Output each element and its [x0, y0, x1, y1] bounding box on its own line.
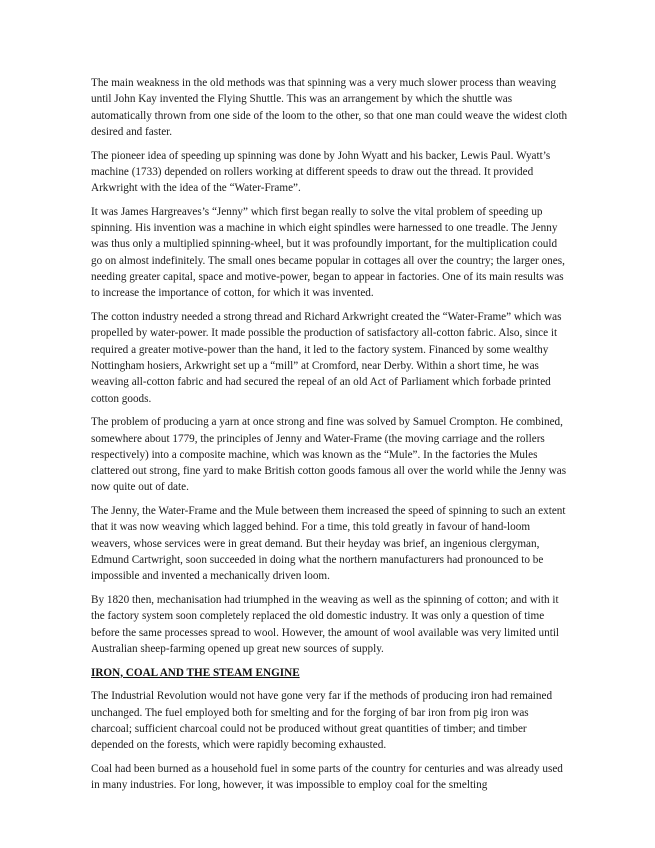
paragraph-mechanisation-1820: By 1820 then, mechanisation had triumphed in the weaving as well as the spinning of cotton; and with it the factory system soon completely replaced the old domestic industry. It was only a question of time before the same processes spread to wool. However, the amount of wool available was very limited until Australian sheep-farming opened up great new sources of supply. — [91, 593, 560, 655]
paragraph-flying-shuttle: The main weakness in the old methods was that spinning was a very much slower process than weaving until John Kay invented the Flying Shuttle. This was an arrangement by which the shuttle was automatically thrown from one side of the loom to the other, so that one man could weave the widest cloth desired and faster. — [91, 77, 568, 138]
paragraph-crompton-mule: The problem of producing a yarn at once strong and fine was solved by Samuel Crompton. He combined, somewhere about 1779, the principles of Jenny and Water-Frame (the moving carriage and the rollers respectively) into a composite machine, which was known as the “Mule”. In the factories the Mules clattered out strong, fine yard to make British cotton goods famous all over the world while the Jenny was now quite out of date. — [91, 416, 567, 494]
paragraph-cartwright-loom: The Jenny, the Water-Frame and the Mule between them increased the speed of spinning to such an extent that it was now weaving which lagged behind. For a time, this told greatly in favour of hand-loom weavers, whose services were in great demand. But their heyday was brief, an ingenious clergyman, Edmund Cartwright, soon succeeded in doing what the northern manufacturers had pronounced to be impossible and invented a mechanically driven loom. — [91, 505, 566, 583]
paragraph-arkwright-water-frame: The cotton industry needed a strong thread and Richard Arkwright created the “Water-Frame” which was propelled by water-power. It made possible the production of satisfactory all-cotton fabric. Also, since it required a greater motive-power than the hand, it led to the factory system. Financed by some wealthy Nottingham hosiers, Arkwright set up a “mill” at Cromford, near Derby. Within a short time, he was weaving all-cotton fabric and had secured the repeal of an old Act of Parliament which forbade printed cotton goods. — [91, 311, 562, 405]
document-page — [91, 75, 568, 801]
paragraph-iron-production: The Industrial Revolution would not have gone very far if the methods of producing iron had remained unchanged. The fuel employed both for smelting and for the forging of bar iron from pig iron was charcoal; sufficient charcoal could not be produced without great quantities of timber; and timber depended on the forests, which were rapidly becoming exhausted. — [91, 690, 553, 752]
paragraph-coal-fuel: Coal had been burned as a household fuel in some parts of the country for centuries and was already used in many industries. For long, however, it was impossible to employ coal for the smelting — [91, 763, 563, 792]
paragraph-hargreaves-jenny: It was James Hargreaves’s “Jenny” which first began really to solve the vital problem of speeding up spinning. His invention was a machine in which eight spindles were harnessed to one treadle. The Jenny was thus only a multiplied spinning-wheel, but it was profoundly important, for the multiplication could go on almost indefinitely. The small ones became popular in cottages all over the country; the larger ones, needing greater capital, space and motive-power, began to appear in factories. One of its main results was to increase the importance of cotton, for which it was invented. — [91, 205, 565, 300]
paragraph-wyatt-machine: The pioneer idea of speeding up spinning was done by John Wyatt and his backer, Lewis Paul. Wyatt’s machine (1733) depended on rollers working at different speeds to draw out the thread. It provided Arkwright with the idea of the “Water-Frame”. — [91, 149, 551, 195]
section-heading: IRON, COAL AND THE STEAM ENGINE — [91, 666, 300, 679]
